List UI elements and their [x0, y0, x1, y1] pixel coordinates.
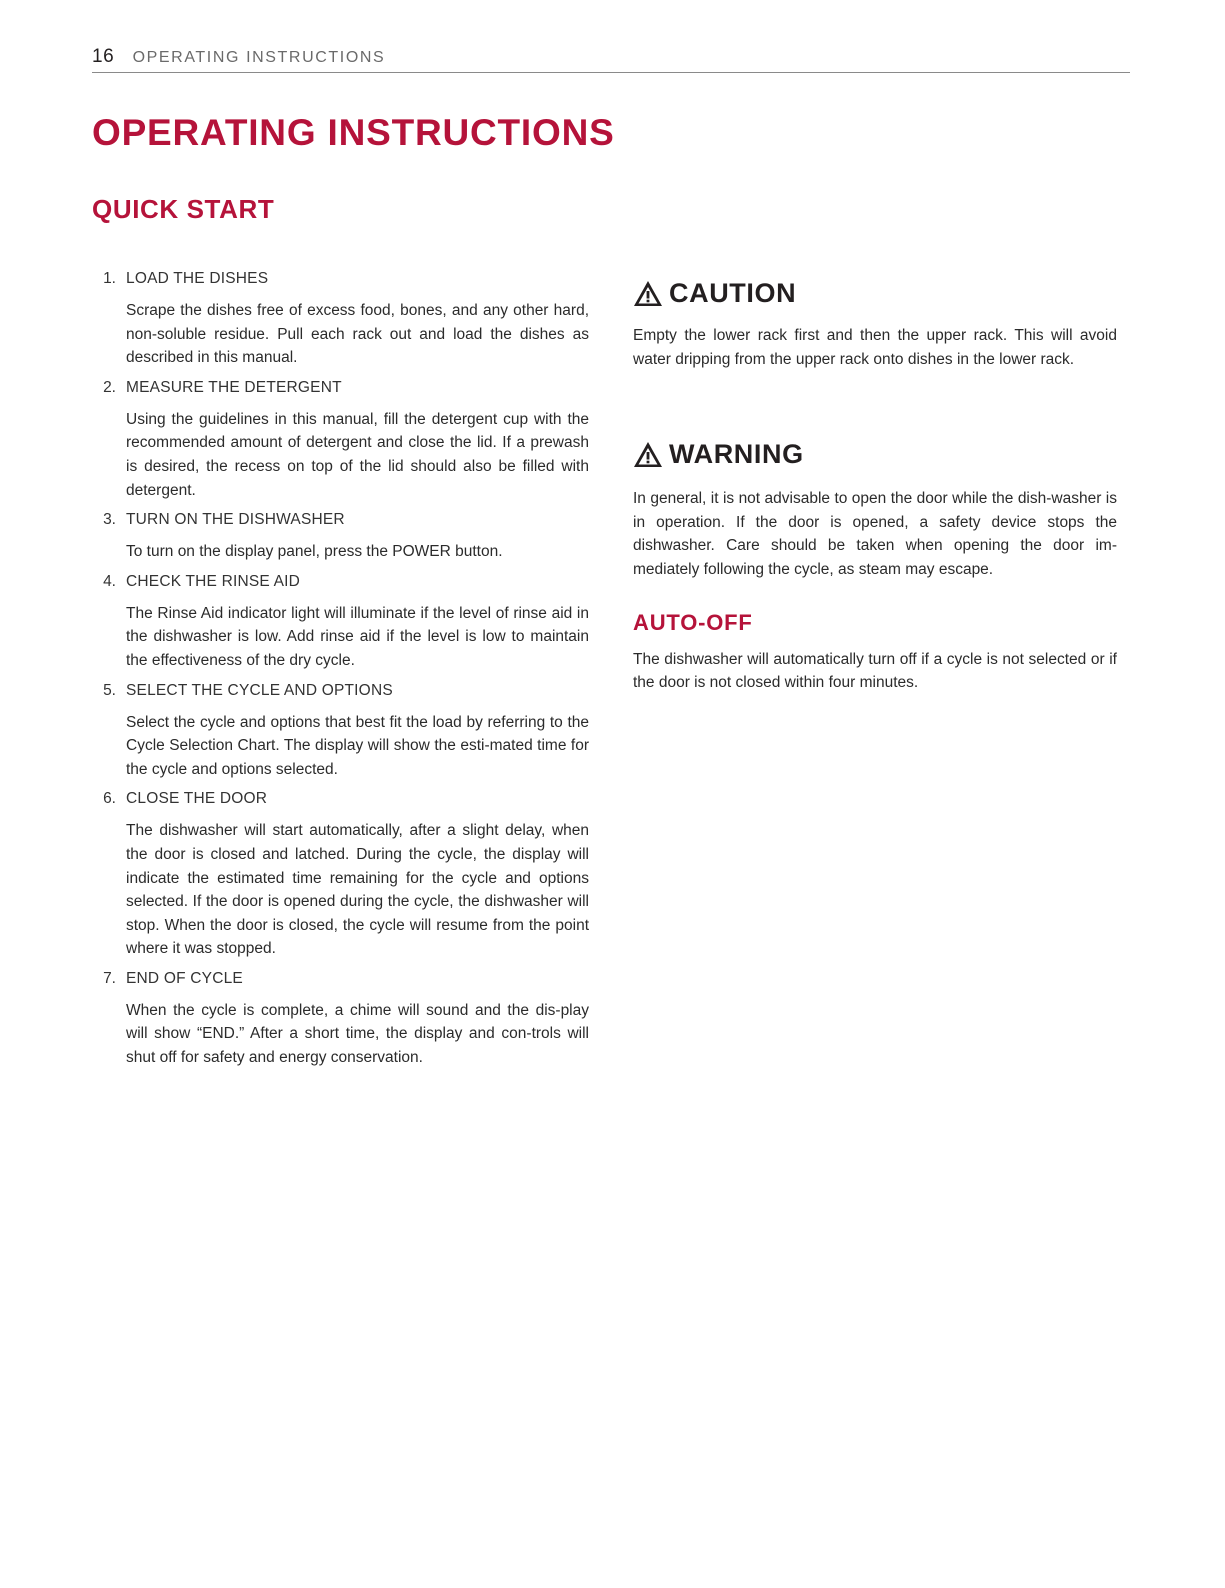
step-number: 3.	[103, 511, 116, 529]
auto-off-text: The dishwasher will automatically turn off if a cycle is not selected or if the door is not closed within four minutes.	[633, 650, 1117, 692]
quick-start-steps	[92, 268, 589, 1077]
step-item	[92, 680, 589, 782]
step-item	[92, 268, 589, 370]
warning-title: WARNING	[669, 439, 804, 470]
step-title: CHECK THE RINSE AID	[126, 572, 301, 590]
caution-text: Empty the lower rack first and then the upper rack. This will avoid water dripping from the upper rack onto dishes in the lower rack.	[633, 327, 1117, 368]
step-body: When the cycle is complete, a chime will sound and the dis-play will show “END.” After a short time, the display and con-trols will shut off for safety and energy conservation.	[126, 1001, 589, 1067]
auto-off-title: AUTO-OFF	[633, 609, 753, 635]
step-item	[92, 509, 589, 564]
page-header	[92, 46, 1130, 73]
step-body: Scrape the dishes free of excess food, bones, and any other hard, non-soluble residue. Pull each rack out and load the dishes as described in this manual.	[126, 302, 589, 367]
warning-text: In general, it is not advisable to open the door while the dish-washer is in operation. If the door is opened, a safety device stops the dishwasher. Care should be taken when opening the door im-mediately following the cycle, as steam may escape.	[633, 490, 1117, 578]
step-body: To turn on the display panel, press the POWER button.	[126, 543, 503, 561]
step-body: Using the guidelines in this manual, fill the detergent cup with the recommended amount of detergent and close the lid. If a prewash is desired, the recess on top of the lid should also be filled with detergent.	[126, 410, 589, 499]
step-title: LOAD THE DISHES	[126, 270, 269, 287]
step-number: 6.	[103, 790, 116, 808]
step-number: 5.	[103, 681, 116, 699]
step-number: 2.	[103, 378, 116, 396]
step-item	[92, 968, 589, 1070]
step-title: SELECT THE CYCLE AND OPTIONS	[126, 681, 393, 699]
page-number: 16	[92, 46, 115, 67]
step-number: 4.	[103, 572, 116, 590]
step-item	[92, 571, 589, 673]
step-title: CLOSE THE DOOR	[126, 790, 268, 808]
step-number: 7.	[103, 969, 116, 987]
step-title: MEASURE THE DETERGENT	[126, 378, 342, 396]
step-title: END OF CYCLE	[126, 969, 243, 987]
step-body: The Rinse Aid indicator light will illuminate if the level of rinse aid in the dishwasher is low. Add rinse aid if the level is low to maintain the effectiveness of the dry cycle.	[126, 604, 589, 669]
warning-heading	[633, 439, 1117, 470]
caution-title: CAUTION	[669, 278, 797, 308]
steps-list	[92, 268, 589, 1070]
step-body: Select the cycle and options that best fit the load by referring to the Cycle Selection Chart. The display will show the esti-mated time for the cycle and options selected.	[126, 713, 589, 778]
warning-triangle-icon	[633, 280, 663, 307]
warning-triangle-icon	[633, 441, 663, 468]
step-item	[92, 377, 589, 502]
caution-heading	[633, 278, 1117, 309]
safety-notices	[633, 278, 1117, 695]
running-title: OPERATING INSTRUCTIONS	[132, 49, 386, 66]
step-number: 1.	[103, 270, 116, 287]
step-title: TURN ON THE DISHWASHER	[126, 511, 345, 529]
step-body: The dishwasher will start automatically, after a slight delay, when the door is closed and latched. During the cycle, the display will indicate the estimated time remaining for the cycle and options selected. If the door is opened during the cycle, the dishwasher will stop. When the door is closed, the cycle will resume from the point where it was stopped.	[126, 822, 589, 958]
page-title: OPERATING INSTRUCTIONS	[92, 112, 615, 153]
section-title: QUICK START	[92, 194, 275, 224]
step-item	[92, 788, 589, 961]
